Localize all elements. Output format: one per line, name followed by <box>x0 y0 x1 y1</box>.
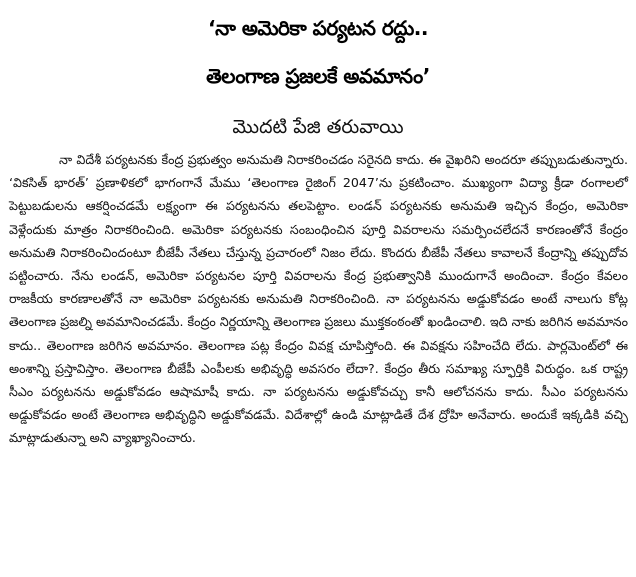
headline <box>0 0 636 100</box>
article-body: నా విదేశీ పర్యటనకు కేంద్ర ప్రభుత్వం అనుమతి నిరాకరించడం సరైనది కాదు. ఈ వైఖరిని అందరూ తప్పుబడుతున్నారు. ‘వికసిత్ భారత్’ ప్రణాళికలో భాగంగానే మేము ‘తెలంగాణ రైజింగ్ 2047’ను ప్రకటించాం. ముఖ్యంగా విద్యా క్రీడా రంగాలలో పెట్టుబడులను ఆకర్షించడమే లక్ష్యంగా ఈ పర్యటనను తలపెట్టాం. లండన్ పర్యటనకు అనుమతి ఇచ్చిన కేంద్రం, అమెరికా వెళ్లేందుకు మాత్రం నిరాకరించింది. అమెరికా పర్యటనకు సంబంధించిన పూర్తి వివరాలను సమర్పించలేదనే కారణంతోనే కేంద్రం అనుమతి నిరాకరించిందంటూ బీజేపీ నేతలు చేస్తున్న ప్రచారంలో నిజం లేదు. కొందరు బీజేపీ నేతలు కావాలనే కేంద్రాన్ని తప్పుదోవ పట్టించారు. నేను లండన్, అమెరికా పర్యటనల పూర్తి వివరాలను కేంద్ర ప్రభుత్వానికి ముందుగానే అందించా. కేంద్రం కేవలం రాజకీయ కారణాలతోనే నా అమెరికా పర్యటనకు అనుమతి నిరాకరించింది. నా పర్యటనను అడ్డుకోవడం అంటే నాలుగు కోట్ల తెలంగాణ ప్రజల్ని అవమానించడమే. కేంద్రం నిర్ణయాన్ని తెలంగాణ ప్రజలు ముక్తకంఠంతో ఖండించాలి. ఇది నాకు జరిగిన అవమానం కాదు.. తెలంగాణ జరిగిన అవమానం. తెలంగాణ పట్ల కేంద్రం వివక్ష చూపిస్తోంది. ఈ వివక్షను సహించేది లేదు. పార్లమెంట్‌లో ఈ అంశాన్ని ప్రస్తావిస్తాం. తెలంగాణ బీజేపీ ఎంపీలకు అభివృద్ధి అవసరం లేదా?. కేంద్రం తీరు సమాఖ్య స్ఫూర్తికి విరుద్ధం. ఒక రాష్ట్ర సీఎం పర్యటనను అడ్డుకోవడం ఆషామాషీ కాదు. నా పర్యటనను అడ్డుకోవచ్చు కానీ ఆలోచనను కాదు. సీఎం పర్యటనను అడ్డుకోవడం అంటే తెలంగాణ అభివృద్ధిని అడ్డుకోవడమే. విదేశాల్లో ఉండి మాట్లాడితే దేశ ద్రోహి అనేవారు. అందుకే ఇక్కడికి వచ్చి మాట్లాడుతున్నా అని వ్యాఖ్యానించారు. <box>9 152 628 446</box>
continuation-subhead: మొదటి పేజి తరువాయి <box>232 116 404 138</box>
headline-line-2: తెలంగాణ ప్రజలకే అవమానం’ <box>206 64 430 88</box>
headline-line-1: ‘నా అమెరికా పర్యటన రద్దు.. <box>208 16 428 40</box>
